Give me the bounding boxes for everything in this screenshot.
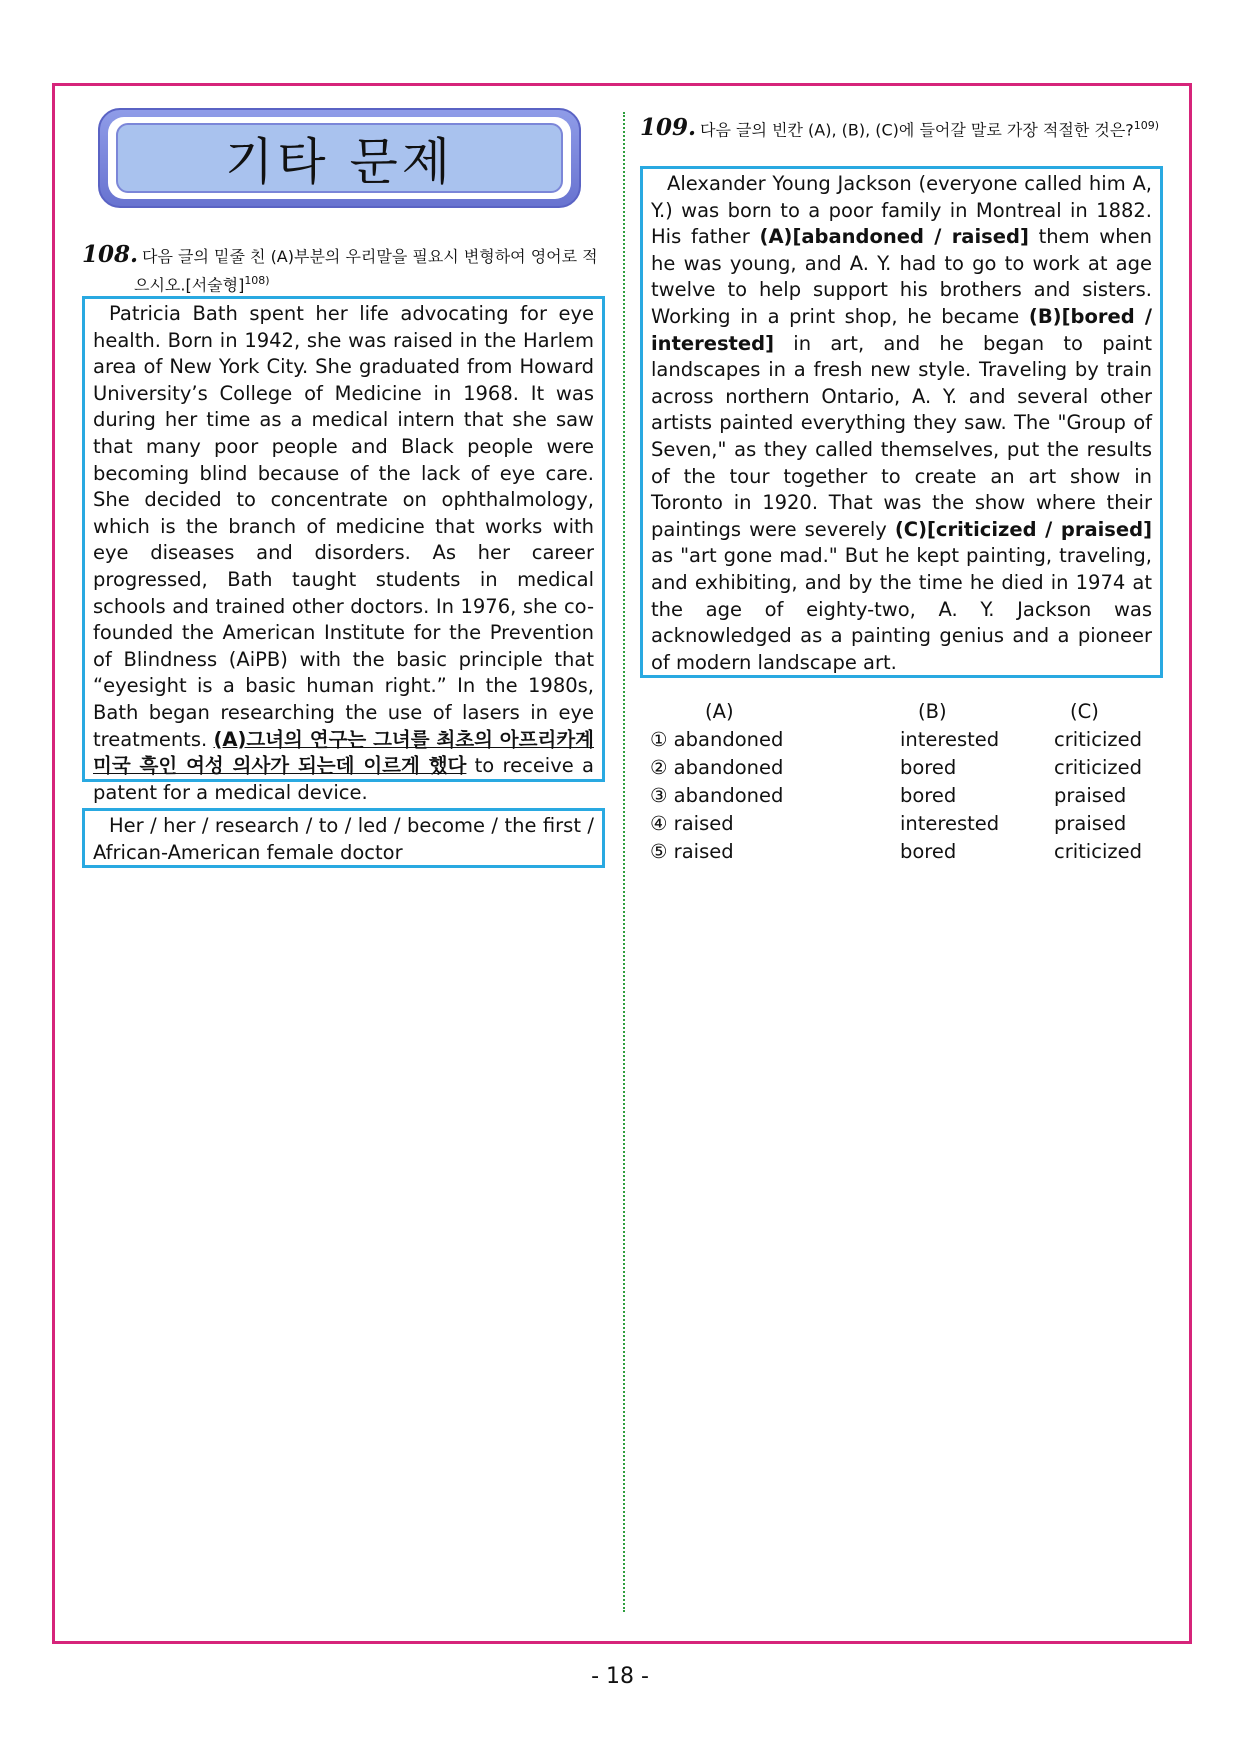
q109-header <box>640 114 1165 142</box>
choice-1-a: ① abandoned <box>650 728 784 751</box>
choice-3-a: ③ abandoned <box>650 784 784 807</box>
choice-4-b: interested <box>900 812 1000 835</box>
q108-passage <box>85 299 602 810</box>
q108-word-bank: Her / her / research / to / led / become / the first / African-American female doctor <box>93 814 594 864</box>
q108-passage-text: Patricia Bath spent her life advocating for eye health. Born in 1942, she was raised in the Harlem area of New York City. She graduated from Howard University’s College of Medicine in 1968. It was during her time as a medical intern that she saw that many poor people and Black people were becoming blind because of the lack of eye care. She decided to concentrate on ophthalmology, which is the branch of medicine that works with eye diseases and disorders. As her career progressed, Bath taught students in medical schools and trained other doctors. In 1976, she co-founded the American Institute for the Prevention of Blindness (AiPB) with the basic principle that “eyesight is a basic human right.” In the 1980s, Bath began researching the use of lasers in eye treatments. <box>93 302 594 751</box>
q108-passage-box <box>82 296 605 804</box>
choice-option-4[interactable] <box>650 812 1150 840</box>
q109-choices <box>650 700 1150 868</box>
choice-header-c: (C) <box>1070 700 1099 723</box>
choice-5-c: criticized <box>1054 840 1142 863</box>
choice-1-c: criticized <box>1054 728 1142 751</box>
choice-4-a: ④ raised <box>650 812 734 835</box>
section-title: 기타 문제 <box>224 133 455 191</box>
q109-passage-box <box>640 166 1163 678</box>
choice-1-b: interested <box>900 728 1000 751</box>
column-divider <box>623 112 625 1612</box>
q108-footnote: 108) <box>244 274 270 287</box>
q108-header <box>82 243 607 297</box>
q108-instruction: 다음 글의 밑줄 친 (A)부분의 우리말을 필요시 변형하여 영어로 적으시오.[서술형] <box>134 247 598 295</box>
section-banner <box>98 108 581 208</box>
choice-5-a: ⑤ raised <box>650 840 734 863</box>
choice-header-a: (A) <box>705 700 734 723</box>
q109-passage-part1: Alexander Young Jackson (everyone called him A, Y.) was born to a poor family in Montreal in 1882. His father <box>651 172 1152 249</box>
choice-3-b: bored <box>900 784 957 807</box>
choice-option-2[interactable] <box>650 756 1150 784</box>
q108-word-bank-box <box>82 808 605 868</box>
choice-header-b: (B) <box>918 700 947 723</box>
q109-blank-b: (B)[bored / interested] <box>651 304 1153 355</box>
choice-4-c: praised <box>1054 812 1127 835</box>
q109-blank-c: (C)[criticized / praised] <box>894 517 1152 541</box>
q109-passage <box>643 169 1160 680</box>
q108-number: 108. <box>82 241 139 268</box>
page-number: - 18 - <box>591 1664 649 1689</box>
choice-2-c: criticized <box>1054 756 1142 779</box>
q109-footnote: 109) <box>1133 119 1160 132</box>
choice-3-c: praised <box>1054 784 1127 807</box>
choice-5-b: bored <box>900 840 957 863</box>
q109-number: 109. <box>640 114 697 142</box>
q108-underlined-a: (A)그녀의 연구는 그녀를 최초의 아프리카계 미국 흑인 여성 의사가 되는데 이르게 했다 <box>93 727 594 778</box>
choice-2-a: ② abandoned <box>650 756 784 779</box>
q109-passage-part3: in art, and he began to paint landscapes in a fresh new style. Traveling by train across northern Ontario, A. Y. and several other artists painted everything they saw. The "Group of Seven," as they called themselves, put the results of the tour together to create an art show in Toronto in 1920. That was the show where their paintings were severely <box>651 331 1152 541</box>
q109-passage-part2: them when he was young, and A. Y. had to go to work at age twelve to help support his brothers and sisters. Working in a print shop, he became <box>651 225 1152 328</box>
choice-header-row <box>650 700 1150 728</box>
q108-passage-end: to receive a patent for a medical device. <box>93 754 594 804</box>
q109-instruction: 다음 글의 빈칸 (A), (B), (C)에 들어갈 말로 가장 적절한 것은? <box>700 120 1134 140</box>
q109-blank-a: (A)[abandoned / raised] <box>759 225 1029 249</box>
q109-passage-part4: as "art gone mad." But he kept painting, traveling, and exhibiting, and by the time he died in 1974 at the age of eighty-two, A. Y. Jackson was acknowledged as a painting genius and a pioneer of modern landscape art. <box>651 544 1152 674</box>
choice-option-5[interactable] <box>650 840 1150 868</box>
choice-option-3[interactable] <box>650 784 1150 812</box>
choice-option-1[interactable] <box>650 728 1150 756</box>
choice-2-b: bored <box>900 756 957 779</box>
